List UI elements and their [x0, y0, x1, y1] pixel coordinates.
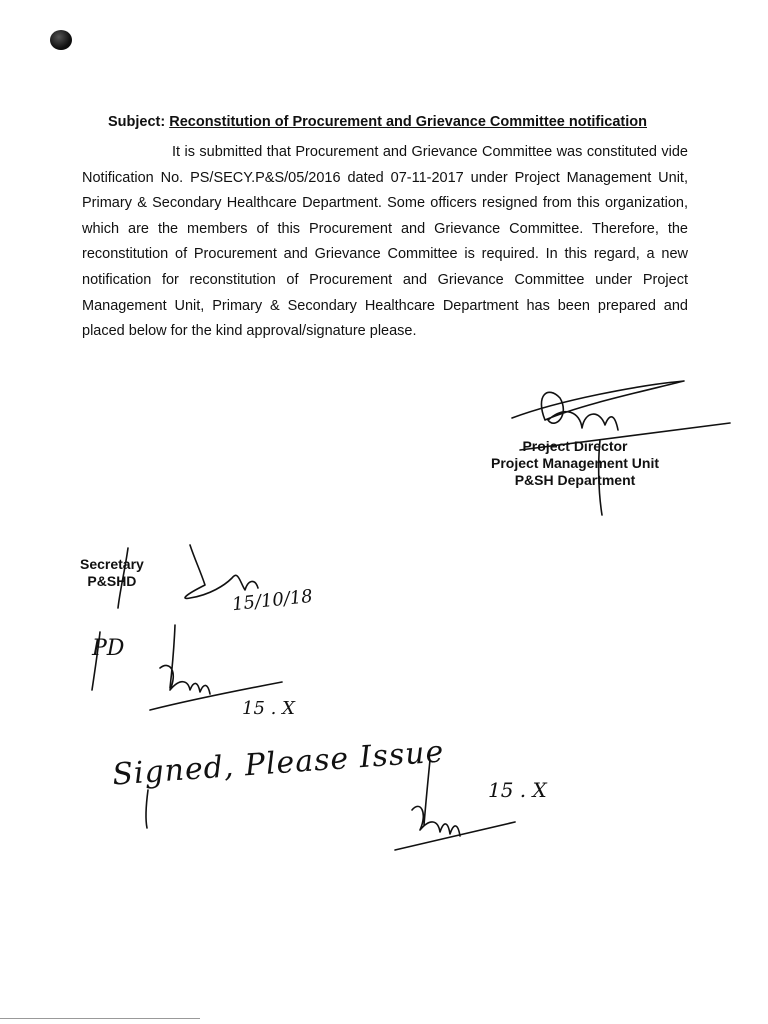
handwritten-pd-mark: PD: [92, 636, 125, 661]
addressee-block: [80, 556, 144, 590]
subject-label: Subject:: [108, 114, 166, 130]
punch-hole: [50, 30, 72, 50]
scan-edge-line: [0, 1018, 200, 1019]
project-director-signature-block: [470, 438, 680, 489]
handwritten-date-third: 15 . X: [488, 778, 547, 802]
signatory-title: Project Director: [522, 438, 628, 454]
handwritten-date-second: 15 . X: [242, 698, 295, 719]
subject-title: Reconstitution of Procurement and Grievance Committee notification: [169, 114, 647, 130]
remark-stroke: [146, 790, 148, 828]
addressee-department: P&SHD: [87, 573, 137, 589]
signatory-department: P&SH Department: [514, 472, 636, 488]
addressee-title: Secretary: [80, 556, 144, 572]
subject-line: [108, 114, 708, 130]
handwritten-remark: Signed, Please Issue: [111, 734, 446, 793]
body-paragraph: It is submitted that Procurement and Grievance Committee was constituted vide Notification No. PS/SECY.P&S/05/2016 dated 07-11-2017 under Project Management Unit, Primary & Secondary Healthcare Department. Some officers resigned from this organization, which are the members of this Procurement and Grievance Committee. Therefore, the reconstitution of Procurement and Grievance Committee is required. In this regard, a new notification for reconstitution of Procurement and Grievance Committee under Project Management Unit, Primary & Secondary Healthcare Department has been prepared and placed below for the kind approval/signature please.: [82, 144, 688, 340]
signatory-unit: Project Management Unit: [490, 455, 660, 471]
third-signature: [395, 760, 515, 850]
handwritten-date-secretary: 15/10/18: [231, 585, 314, 616]
